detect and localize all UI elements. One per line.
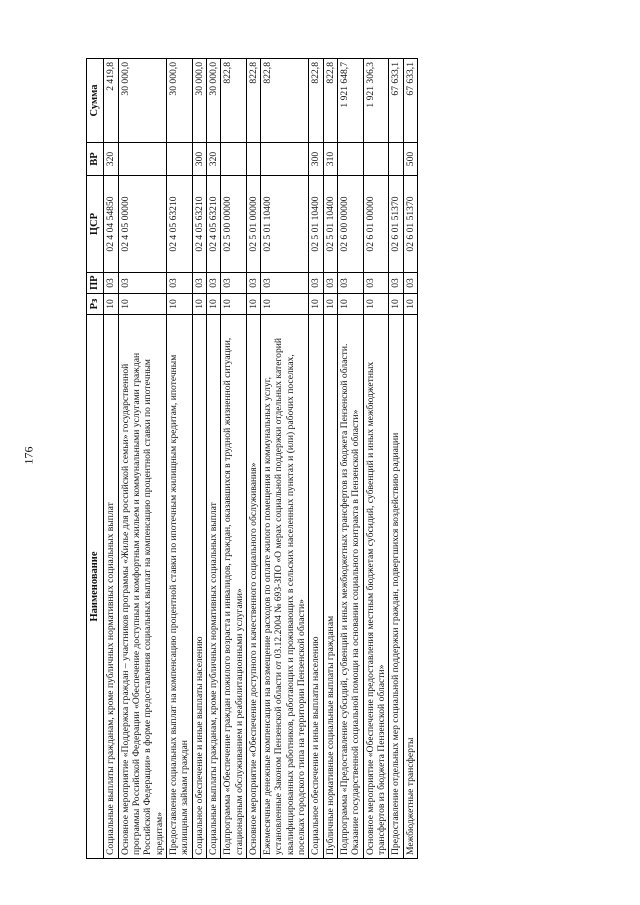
cell-csr: 02 4 05 00000 (118, 176, 166, 273)
cell-pr: 03 (323, 273, 337, 294)
cell-rz: 10 (206, 294, 220, 315)
cell-sum: 30 000,0 (206, 59, 220, 143)
cell-sum: 822,8 (246, 59, 260, 143)
cell-rz: 10 (363, 294, 389, 315)
table-row (192, 59, 206, 859)
rotated-page-region (86, 59, 592, 859)
cell-name: Предоставление социальных выплат на компенсацию процентной ставки по ипотечным жилищным кредитам, ипотечным жилищным займам граждан (166, 315, 192, 859)
cell-pr: 03 (166, 273, 192, 294)
header-sum: Сумма (87, 59, 104, 143)
cell-pr: 03 (221, 273, 247, 294)
cell-name: Ежемесячные денежные компенсации на возмещение расходов по оплате жилого помещения и коммунальных услуг, установленные Законом Пензенской области от 03.12.2004 № 693-ЗПО «О мерах социальной поддержки отдельных категорий квалифицированных работников, работающих и проживающих в сельских населенных пунктах и (или) рабочих поселках, поселках городского типа на территории Пензенской области» (261, 315, 309, 859)
table-row (104, 59, 118, 859)
table-row (118, 59, 166, 859)
table-row (206, 59, 220, 859)
table-row (363, 59, 389, 859)
cell-name: Социальное обеспечение и иные выплаты населению (309, 315, 323, 859)
cell-vr (221, 143, 247, 176)
cell-name: Основное мероприятие «Поддержка граждан – участников программы «Жилье для российской семьи» государственной программы Российской Федерации «Обеспечение доступным и комфортным жильем и коммунальными услугами граждан Российской Федерации» в форме предоставления социальных выплат на компенсацию процентной ставки по ипотечным кредитам» (118, 315, 166, 859)
cell-pr: 03 (118, 273, 166, 294)
cell-pr: 03 (206, 273, 220, 294)
cell-csr: 02 5 00 00000 (221, 176, 247, 273)
cell-name: Основное мероприятие «Обеспечение доступного и качественного социального обслуживания» (246, 315, 260, 859)
cell-vr (166, 143, 192, 176)
cell-sum: 822,8 (261, 59, 309, 143)
page-number: 176 (21, 446, 36, 465)
cell-pr: 03 (338, 273, 364, 294)
table-row (338, 59, 364, 859)
cell-pr: 03 (309, 273, 323, 294)
cell-csr: 02 5 01 00000 (246, 176, 260, 273)
cell-vr: 500 (403, 143, 417, 176)
table-row (246, 59, 260, 859)
cell-pr: 03 (403, 273, 417, 294)
cell-csr: 02 4 05 63210 (206, 176, 220, 273)
cell-sum: 30 000,0 (118, 59, 166, 143)
cell-vr (338, 143, 364, 176)
cell-sum: 1 921 306,3 (363, 59, 389, 143)
table-row (221, 59, 247, 859)
cell-name: Подпрограмма «Предоставление субсидий, субвенций и иных межбюджетных трансфертов из бюджета Пензенской области. Оказание государственной социальной помощи на основании социального контракта в Пензенской области» (338, 315, 364, 859)
cell-sum: 2 419,8 (104, 59, 118, 143)
table-body (104, 59, 418, 859)
table-row (261, 59, 309, 859)
header-csr: ЦСР (87, 176, 104, 273)
cell-rz: 10 (403, 294, 417, 315)
cell-rz: 10 (246, 294, 260, 315)
cell-vr: 300 (192, 143, 206, 176)
cell-vr: 320 (206, 143, 220, 176)
rotated-table-container (86, 59, 592, 859)
cell-pr: 03 (363, 273, 389, 294)
cell-csr: 02 5 01 10400 (323, 176, 337, 273)
cell-vr: 320 (104, 143, 118, 176)
cell-sum: 822,8 (309, 59, 323, 143)
cell-name: Основное мероприятие «Обеспечение предоставления местным бюджетам субсидий, субвенций и иных межбюджетных трансфертов из бюджета Пензенской области» (363, 315, 389, 859)
cell-sum: 1 921 648,7 (338, 59, 364, 143)
cell-csr: 02 4 04 54850 (104, 176, 118, 273)
cell-rz: 10 (261, 294, 309, 315)
cell-vr (118, 143, 166, 176)
cell-vr: 310 (323, 143, 337, 176)
cell-sum: 30 000,0 (166, 59, 192, 143)
cell-sum: 67 633,1 (403, 59, 417, 143)
cell-vr (261, 143, 309, 176)
header-vr: ВР (87, 143, 104, 176)
cell-rz: 10 (166, 294, 192, 315)
cell-name: Межбюджетные трансферты (403, 315, 417, 859)
cell-name: Публичные нормативные социальные выплаты гражданам (323, 315, 337, 859)
table-row (323, 59, 337, 859)
cell-rz: 10 (104, 294, 118, 315)
cell-rz: 10 (338, 294, 364, 315)
cell-sum: 822,8 (323, 59, 337, 143)
cell-vr: 300 (309, 143, 323, 176)
cell-name: Подпрограмма «Обеспечение граждан пожилого возраста и инвалидов, граждан, оказавшихся в трудной жизненной ситуации, стационарным обслуживанием и реабилитационными услугами» (221, 315, 247, 859)
table-row (389, 59, 403, 859)
cell-rz: 10 (309, 294, 323, 315)
cell-name: Предоставление отдельных мер социальной поддержки граждан, подвергшихся воздействию радиации (389, 315, 403, 859)
cell-rz: 10 (323, 294, 337, 315)
header-pr: ПР (87, 273, 104, 294)
cell-rz: 10 (389, 294, 403, 315)
cell-csr: 02 6 01 51370 (403, 176, 417, 273)
cell-sum: 67 633,1 (389, 59, 403, 143)
cell-rz: 10 (118, 294, 166, 315)
cell-name: Социальные выплаты гражданам, кроме публичных нормативных социальных выплат (104, 315, 118, 859)
cell-sum: 822,8 (221, 59, 247, 143)
cell-pr: 03 (192, 273, 206, 294)
cell-csr: 02 4 05 63210 (192, 176, 206, 273)
cell-pr: 03 (261, 273, 309, 294)
cell-name: Социальное обеспечение и иные выплаты населению (192, 315, 206, 859)
cell-vr (363, 143, 389, 176)
budget-table (86, 58, 418, 859)
cell-pr: 03 (104, 273, 118, 294)
cell-csr: 02 5 01 10400 (261, 176, 309, 273)
cell-csr: 02 4 05 63210 (166, 176, 192, 273)
cell-sum: 30 000,0 (192, 59, 206, 143)
cell-vr (246, 143, 260, 176)
header-rz: Рз (87, 294, 104, 315)
table-header (87, 59, 104, 859)
header-row (87, 59, 104, 859)
cell-csr: 02 5 01 10400 (309, 176, 323, 273)
table-row (166, 59, 192, 859)
table-row (309, 59, 323, 859)
cell-rz: 10 (192, 294, 206, 315)
cell-vr (389, 143, 403, 176)
cell-csr: 02 6 00 00000 (338, 176, 364, 273)
table-row (403, 59, 417, 859)
cell-rz: 10 (221, 294, 247, 315)
cell-name: Социальные выплаты гражданам, кроме публичных нормативных социальных выплат (206, 315, 220, 859)
cell-pr: 03 (246, 273, 260, 294)
cell-csr: 02 6 01 51370 (389, 176, 403, 273)
cell-csr: 02 6 01 00000 (363, 176, 389, 273)
header-name: Наименование (87, 315, 104, 859)
cell-pr: 03 (389, 273, 403, 294)
